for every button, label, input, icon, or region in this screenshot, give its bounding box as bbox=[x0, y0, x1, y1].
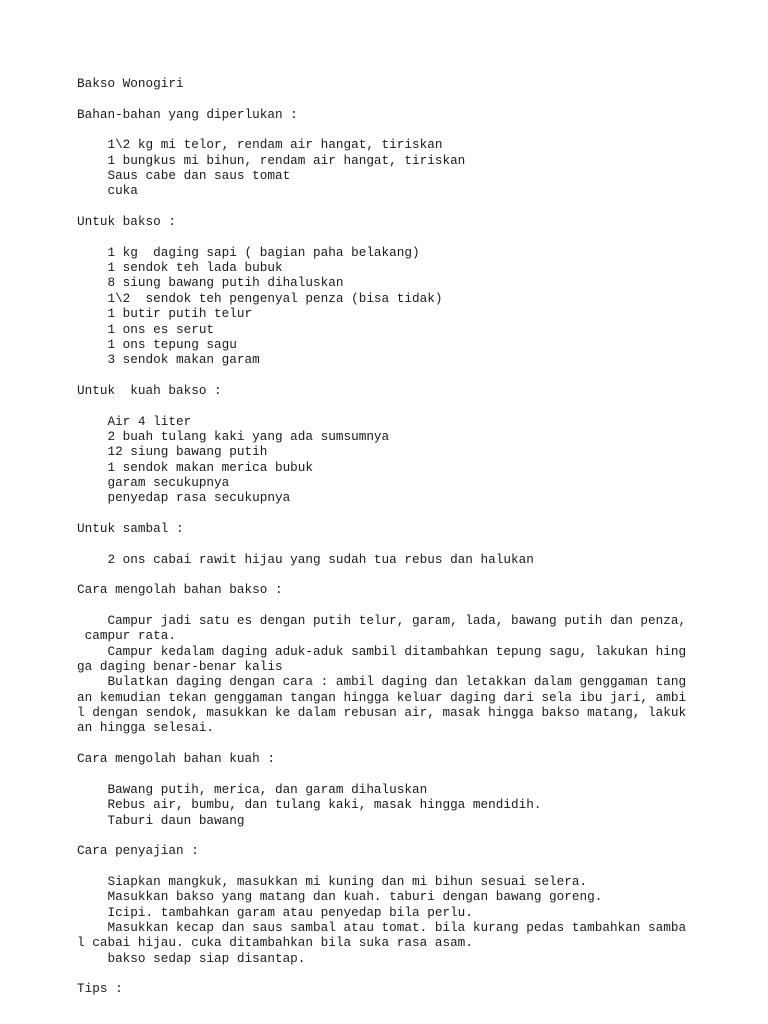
document-line bbox=[77, 536, 757, 551]
document-line: Rebus air, bumbu, dan tulang kaki, masak hingga mendidih. bbox=[77, 797, 542, 813]
document-line bbox=[77, 229, 757, 244]
document-line: Bulatkan daging dengan cara : ambil daging dan letakkan dalam genggaman tang bbox=[77, 674, 687, 690]
document-line: an kemudian tekan genggaman tangan hingga keluar daging dari sela ibu jari, ambi bbox=[77, 689, 687, 705]
document-line bbox=[77, 859, 757, 874]
document-line: Saus cabe dan saus tomat bbox=[77, 168, 291, 184]
document-line: ga daging benar-benar kalis bbox=[77, 659, 283, 675]
document-line: Siapkan mangkuk, masukkan mi kuning dan mi bihun sesuai selera. bbox=[77, 873, 588, 889]
document-line bbox=[77, 966, 757, 981]
document-line bbox=[77, 199, 757, 214]
document-line: Bakso Wonogiri bbox=[77, 76, 184, 91]
document-line bbox=[77, 398, 757, 413]
document-line: 3 sendok makan garam bbox=[77, 352, 260, 368]
document-line: 1 ons es serut bbox=[77, 321, 215, 337]
document-line: cuka bbox=[77, 183, 138, 199]
document-line: Untuk bakso : bbox=[77, 214, 176, 230]
document-line: 2 ons cabai rawit hijau yang sudah tua rebus dan halukan bbox=[77, 551, 534, 567]
document-line: 12 siung bawang putih bbox=[77, 444, 268, 460]
document-line: bakso sedap siap disantap. bbox=[77, 950, 306, 966]
document-line: garam secukupnya bbox=[77, 474, 230, 490]
document-line: Campur kedalam daging aduk-aduk sambil ditambahkan tepung sagu, lakukan hing bbox=[77, 643, 687, 659]
document-line: Bawang putih, merica, dan garam dihaluskan bbox=[77, 781, 428, 797]
document-line: 1 kg daging sapi ( bagian paha belakang) bbox=[77, 244, 420, 260]
document-line: Icipi. tambahkan garam atau penyedap bila perlu. bbox=[77, 904, 473, 920]
document-line bbox=[77, 91, 757, 106]
document-line: Taburi daun bawang bbox=[77, 812, 245, 828]
document-line: Cara mengolah bahan bakso : bbox=[77, 582, 283, 598]
document-line: 1 sendok makan merica bubuk bbox=[77, 459, 314, 475]
document-line: 1\2 kg mi telor, rendam air hangat, tiriskan bbox=[77, 137, 443, 153]
document-line bbox=[77, 766, 757, 781]
document-line: l dengan sendok, masukkan ke dalam rebusan air, masak hingga bakso matang, lakuk bbox=[77, 705, 687, 721]
document-line: l cabai hijau. cuka ditambahkan bila suka rasa asam. bbox=[77, 935, 473, 951]
document-line: 8 siung bawang putih dihaluskan bbox=[77, 275, 344, 291]
document-line bbox=[77, 567, 757, 582]
document-line: 2 buah tulang kaki yang ada sumsumnya bbox=[77, 428, 390, 444]
document-line: 1\2 sendok teh pengenyal penza (bisa tidak) bbox=[77, 290, 443, 306]
document-line: penyedap rasa secukupnya bbox=[77, 490, 291, 506]
document-line: campur rata. bbox=[77, 628, 176, 644]
document-line: Campur jadi satu es dengan putih telur, garam, lada, bawang putih dan penza, bbox=[77, 613, 687, 629]
document-body bbox=[77, 76, 757, 997]
document-line: 1 bungkus mi bihun, rendam air hangat, tiriskan bbox=[77, 152, 466, 168]
document-line: Untuk sambal : bbox=[77, 520, 184, 536]
document-line: Cara mengolah bahan kuah : bbox=[77, 751, 275, 767]
document-line: Bahan-bahan yang diperlukan : bbox=[77, 106, 298, 122]
document-line: Untuk kuah bakso : bbox=[77, 382, 222, 398]
document-line: Tips : bbox=[77, 981, 123, 997]
document-line bbox=[77, 122, 757, 137]
document-line bbox=[77, 368, 757, 383]
document-line: 1 sendok teh lada bubuk bbox=[77, 260, 283, 276]
document-line: Masukkan kecap dan saus sambal atau tomat. bila kurang pedas tambahkan samba bbox=[77, 919, 687, 935]
document-line: Cara penyajian : bbox=[77, 843, 199, 859]
document-line bbox=[77, 736, 757, 751]
document-line: Air 4 liter bbox=[77, 413, 192, 429]
document-line: 1 butir putih telur bbox=[77, 306, 253, 322]
document-line: 1 ons tepung sagu bbox=[77, 336, 237, 352]
document-line: Masukkan bakso yang matang dan kuah. taburi dengan bawang goreng. bbox=[77, 889, 603, 905]
document-line: an hingga selesai. bbox=[77, 720, 215, 736]
document-line bbox=[77, 828, 757, 843]
document-line bbox=[77, 506, 757, 521]
document-line bbox=[77, 598, 757, 613]
